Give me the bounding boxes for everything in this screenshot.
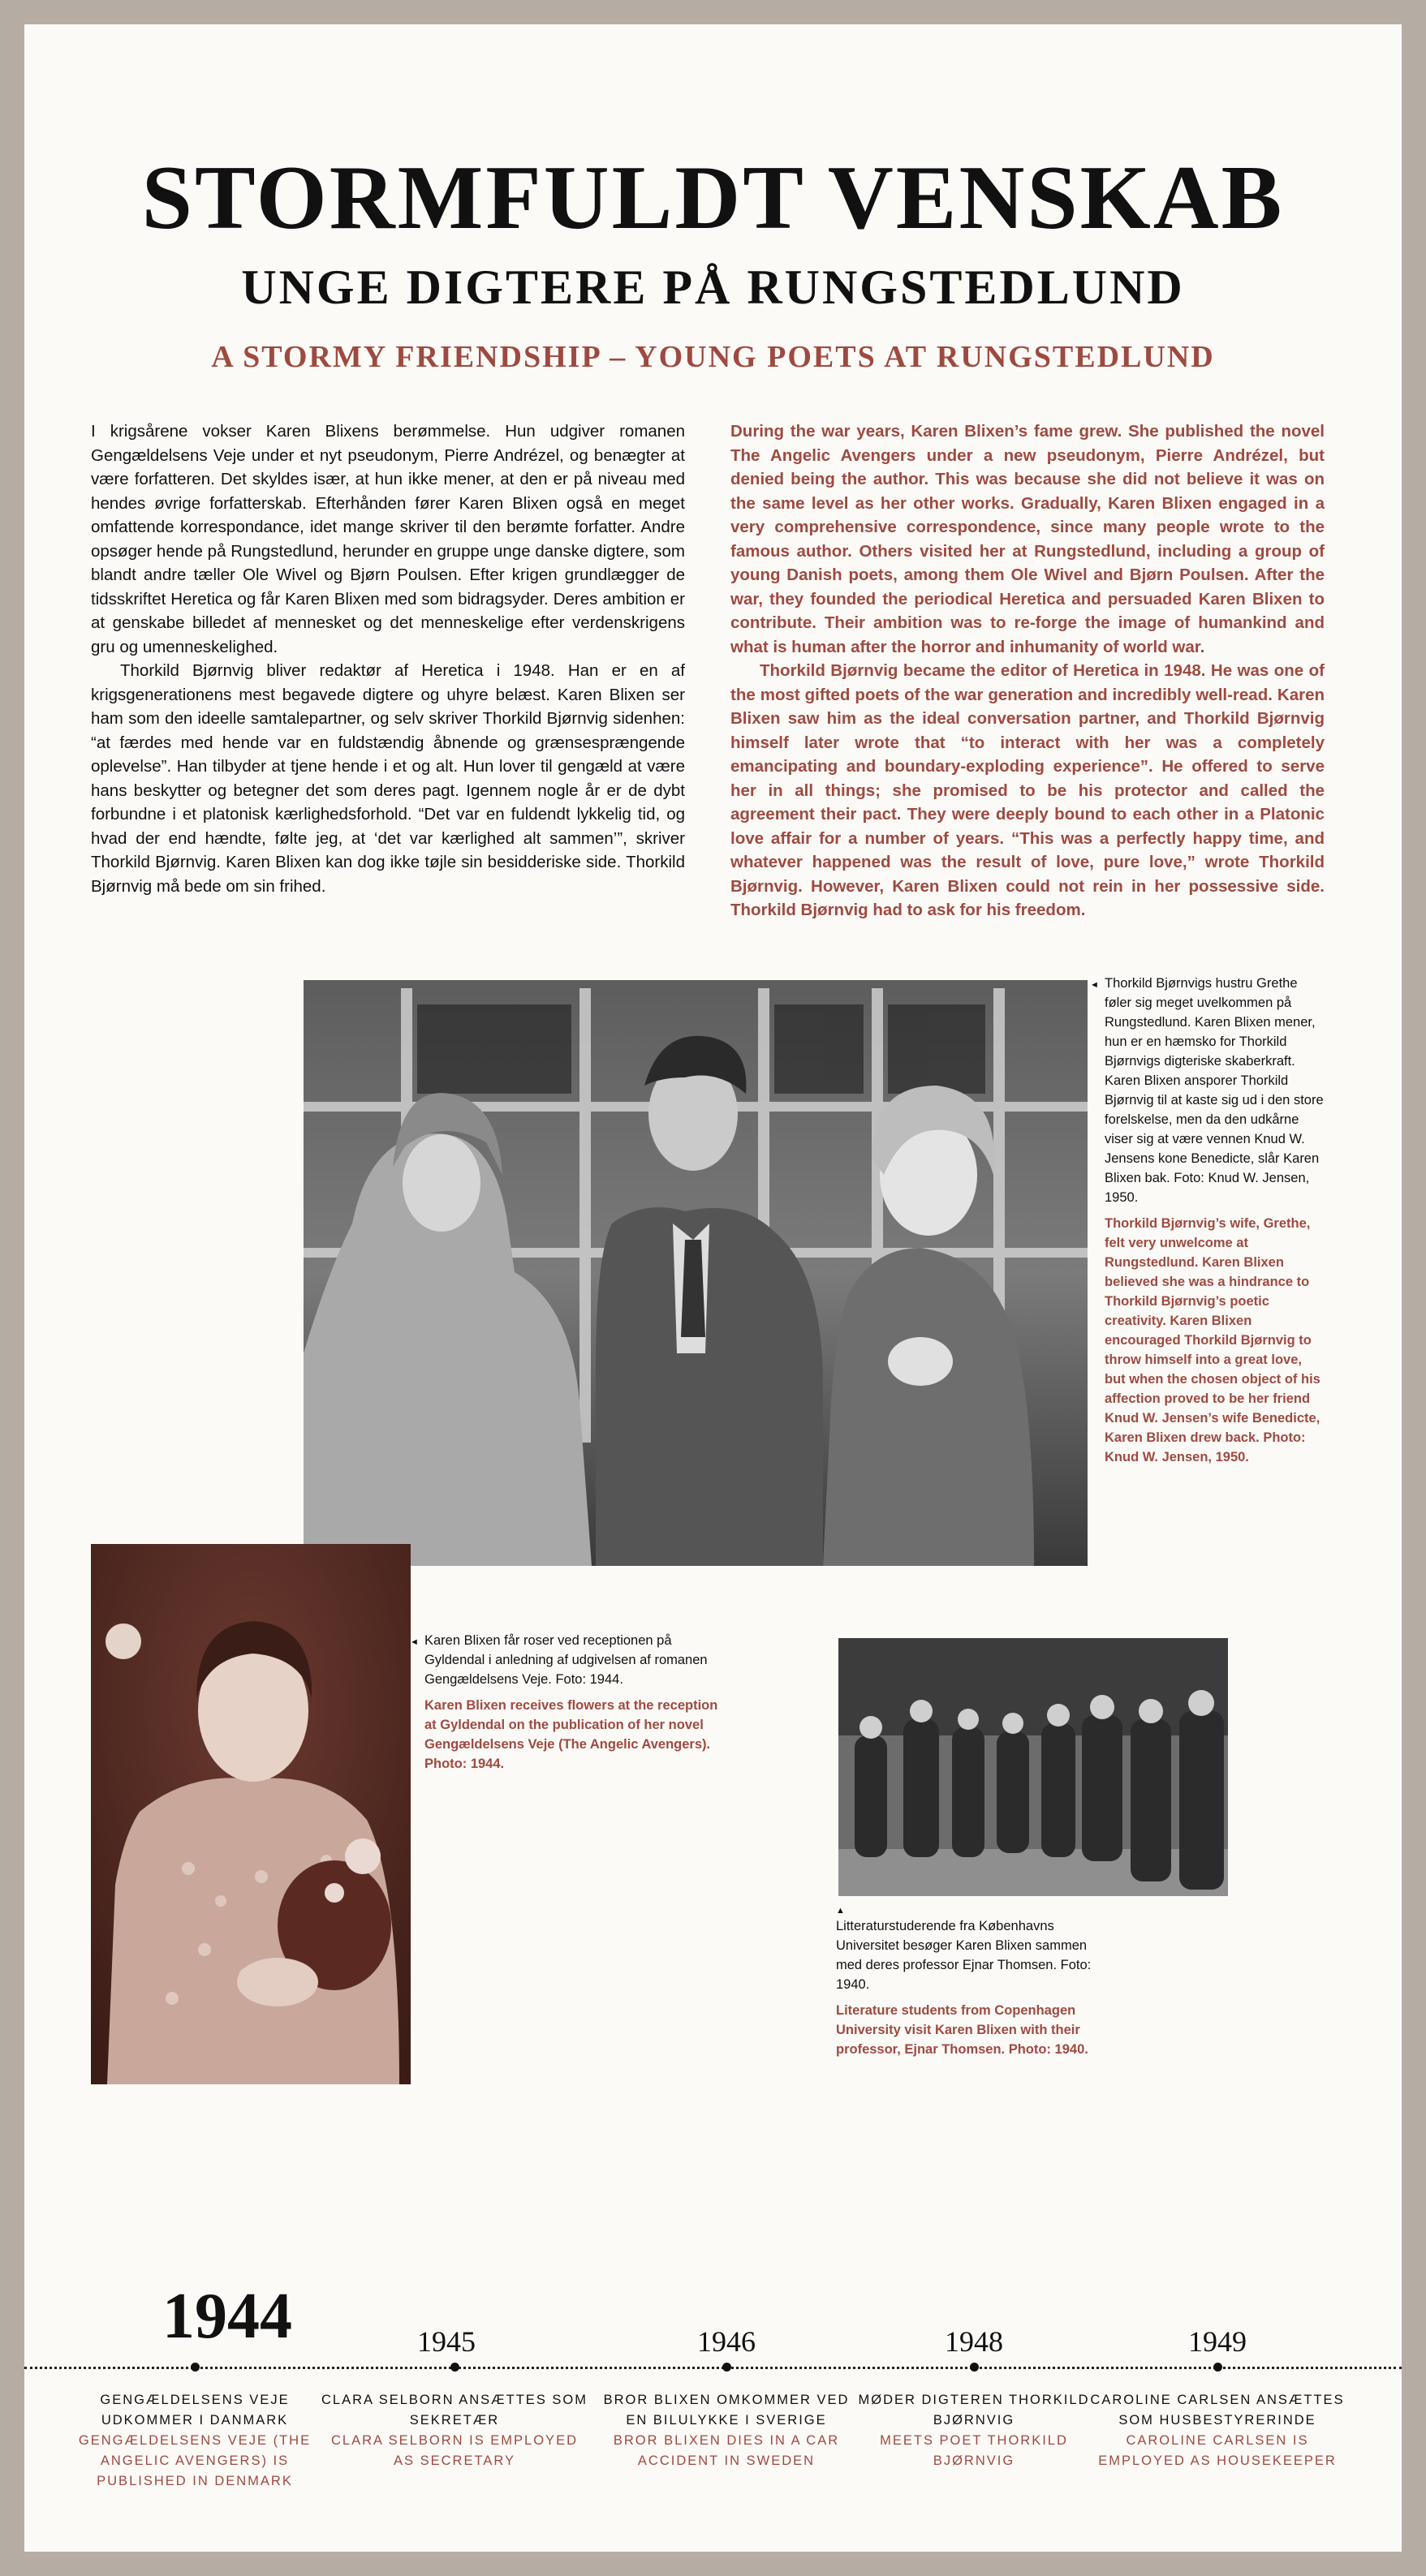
- timeline-year: 1944: [162, 2281, 292, 2352]
- photo-blixen-with-roses: [91, 1544, 411, 2084]
- timeline-text-danish: CAROLINE CARLSEN ANSÆTTES SOM HUSBESTYRERINDE: [1090, 2393, 1345, 2428]
- caption-english: Thorkild Bjørnvig’s wife, Grethe, felt very unwelcome at Rungstedlund. Karen Blixen believed she was a hindrance to Thorkild Bjørnvig’s poetic creativity. Karen Blixen encouraged Thorkild Bjørnvig to throw himself into a great love, but when the chosen object of his affection proved to be her friend Knud W. Jensen’s wife Benedicte, Karen Blixen drew back. Photo: Knud W. Jensen, 1950.: [1105, 1216, 1320, 1464]
- caption-pointer-icon: ▲: [836, 1906, 845, 1916]
- timeline-dot: [191, 2363, 200, 2372]
- body-paragraph: I krigsårene vokser Karen Blixens berømmelse. Hun udgiver romanen Gengældelsens Veje under et nyt pseudonym, Pierre Andrézel, og benægter at være forfatteren. Det skyldes især, at hun ikke mener, at den er på niveau med hendes øvrige forfatterskab. Efterhånden fører Karen Blixen også en meget omfattende korrespondance, idet mange skriver til den berømte forfatter. Andre opsøger hende på Rungstedlund, herunder en gruppe unge danske digtere, som blandt andre tæller Ole Wivel og Bjørn Poulsen. Efter krigen grundlægger de tidsskriftet Heretica og får Karen Blixen med som bidragsyder. Deres ambition er at genskabe billedet af mennesket og det menneskelige efter verdenskrigens gru og umenneskelighed.: [91, 422, 685, 656]
- body-text-english: [730, 419, 1325, 922]
- timeline-entry-1945: [321, 2390, 588, 2471]
- timeline-year: 1946: [697, 2325, 756, 2358]
- timeline-entry-1949: [1084, 2390, 1351, 2471]
- caption-pointer-icon: ◄: [1090, 980, 1099, 990]
- timeline-text-english: GENGÆLDELSENS VEJE (THE ANGELIC AVENGERS) IS PUBLISHED IN DENMARK: [78, 2433, 312, 2488]
- body-paragraph: During the war years, Karen Blixen’s fame grew. She published the novel The Angelic Avengers under a new pseudonym, Pierre Andrézel, but denied being the author. This was because she did not believe it was on the same level as her other works. Gradually, Karen Blixen engaged in a very comprehensive correspondence, since many people wrote to the famous author. Others visited her at Rungstedlund, including a group of young Danish poets, among them Ole Wivel and Bjørn Poulsen. After the war, they founded the periodical Heretica and persuaded Karen Blixen to contribute. Their ambition was to re-forge the image of humankind and what is human after the horror and inhumanity of world war.: [730, 422, 1325, 656]
- page-subtitle-english: A STORMY FRIENDSHIP – YOUNG POETS AT RUNGSTEDLUND: [211, 340, 1215, 374]
- photo-caption-1: [1090, 974, 1324, 1467]
- timeline-entry-1948: [840, 2390, 1108, 2471]
- caption-danish: Litteraturstuderende fra Københavns Universitet besøger Karen Blixen sammen med deres professor Ejnar Thomsen. Foto: 1940.: [836, 1919, 1092, 1992]
- timeline-text-danish: CLARA SELBORN ANSÆTTES SOM SEKRETÆR: [321, 2393, 588, 2428]
- timeline-year: 1949: [1188, 2325, 1247, 2358]
- timeline-dotted-line: [24, 2367, 1402, 2369]
- body-text-danish: [91, 419, 685, 898]
- timeline-text-danish: MØDER DIGTEREN THORKILD BJØRNVIG: [858, 2393, 1090, 2428]
- timeline-year: 1945: [417, 2325, 476, 2358]
- photo-caption-2: [410, 1631, 733, 1774]
- timeline-dot: [450, 2363, 459, 2372]
- timeline-dot: [1213, 2363, 1222, 2372]
- body-paragraph: Thorkild Bjørnvig became the editor of Heretica in 1948. He was one of the most gifted poets of the war generation and incredibly well-read. Karen Blixen saw him as the ideal conversation partner, and Thorkild Bjørnvig himself later wrote that “to interact with her was a completely emancipating and boundary-exploding experience”. He offered to serve her in all things; she promised to be his protector and called the agreement their pact. They were deeply bound to each other in a Platonic love affair for a number of years. “This was a perfectly happy time, and whatever happened was the result of love, pure love,” wrote Thorkild Bjørnvig. However, Karen Blixen could not rein in her possessive side. Thorkild Bjørnvig had to ask for his freedom.: [730, 661, 1325, 919]
- timeline-dot: [970, 2363, 979, 2372]
- caption-english: Literature students from Copenhagen University visit Karen Blixen with their professor, Ejnar Thomsen. Photo: 1940.: [836, 2003, 1088, 2057]
- timeline-text-english: MEETS POET THORKILD BJØRNVIG: [880, 2433, 1068, 2468]
- timeline-text-english: BROR BLIXEN DIES IN A CAR ACCIDENT IN SWEDEN: [613, 2433, 840, 2468]
- caption-danish: Thorkild Bjørnvigs hustru Grethe føler sig meget uvelkommen på Rungstedlund. Karen Blixen mener, hun er en hæmsko for Thorkild Bjørnvigs digteriske skaberkraft. Karen Blixen ansporer Thorkild Bjørnvig til at kaste sig ud i den store forelskelse, men da den udkårne viser sig at være vennen Knud W. Jensens kone Benedicte, slår Karen Blixen bak. Foto: Knud W. Jensen, 1950.: [1105, 976, 1324, 1205]
- timeline-text-danish: BROR BLIXEN OMKOMMER VED EN BILULYKKE I SVERIGE: [603, 2393, 850, 2428]
- timeline-text-english: CLARA SELBORN IS EMPLOYED AS SECRETARY: [330, 2433, 578, 2468]
- page-subtitle: UNGE DIGTERE PÅ RUNGSTEDLUND: [241, 260, 1185, 314]
- photo-literature-students: [838, 1638, 1228, 1896]
- caption-danish: Karen Blixen får roser ved receptionen på Gyldendal i anledning af udgivelsen af romanen Gengældelsens Veje. Foto: 1944.: [424, 1633, 708, 1687]
- exhibition-panel: [24, 24, 1402, 2552]
- timeline-text-danish: GENGÆLDELSENS VEJE UDKOMMER I DANMARK: [100, 2393, 290, 2428]
- timeline-entry-1944: [61, 2390, 329, 2492]
- timeline-year: 1948: [945, 2325, 1003, 2358]
- timeline-dot: [722, 2363, 731, 2372]
- body-paragraph: Thorkild Bjørnvig bliver redaktør af Heretica i 1948. Han er en af krigsgenerationens mest begavede digtere og uhyre belæst. Karen Blixen ser ham som den ideelle samtalepartner, og selv skriver Thorkild Bjørnvig sidenhen: “at færdes med hende var en fuldstændig åbnende og grænsesprængende oplevelse”. Han tilbyder at tjene hende i et og alt. Hun lover til gengæld at være hans beskytter og betegner det som deres pagt. Igennem nogle år er de dybt forbundne i et platonisk kærlighedsforhold. “Det var en fuldendt lykkelig tid, og hvad der end hændte, følte jeg, at ‘det var kærlighed alt sammen’”, skriver Thorkild Bjørnvig. Karen Blixen kan dog ikke tøjle sin besidderiske side. Thorkild Bjørnvig må bede om sin frihed.: [91, 661, 685, 896]
- photo-caption-3: [836, 1905, 1112, 2059]
- photo-blixen-bjornvig-grethe: [304, 980, 1088, 1566]
- page-title: STORMFULDT VENSKAB: [141, 148, 1285, 248]
- timeline-entry-1946: [592, 2390, 860, 2471]
- caption-pointer-icon: ◄: [410, 1637, 419, 1647]
- caption-english: Karen Blixen receives flowers at the reception at Gyldendal on the publication of her novel Gengældelsens Veje (The Angelic Avengers). Photo: 1944.: [424, 1698, 718, 1771]
- timeline-text-english: CAROLINE CARLSEN IS EMPLOYED AS HOUSEKEEPER: [1098, 2433, 1337, 2468]
